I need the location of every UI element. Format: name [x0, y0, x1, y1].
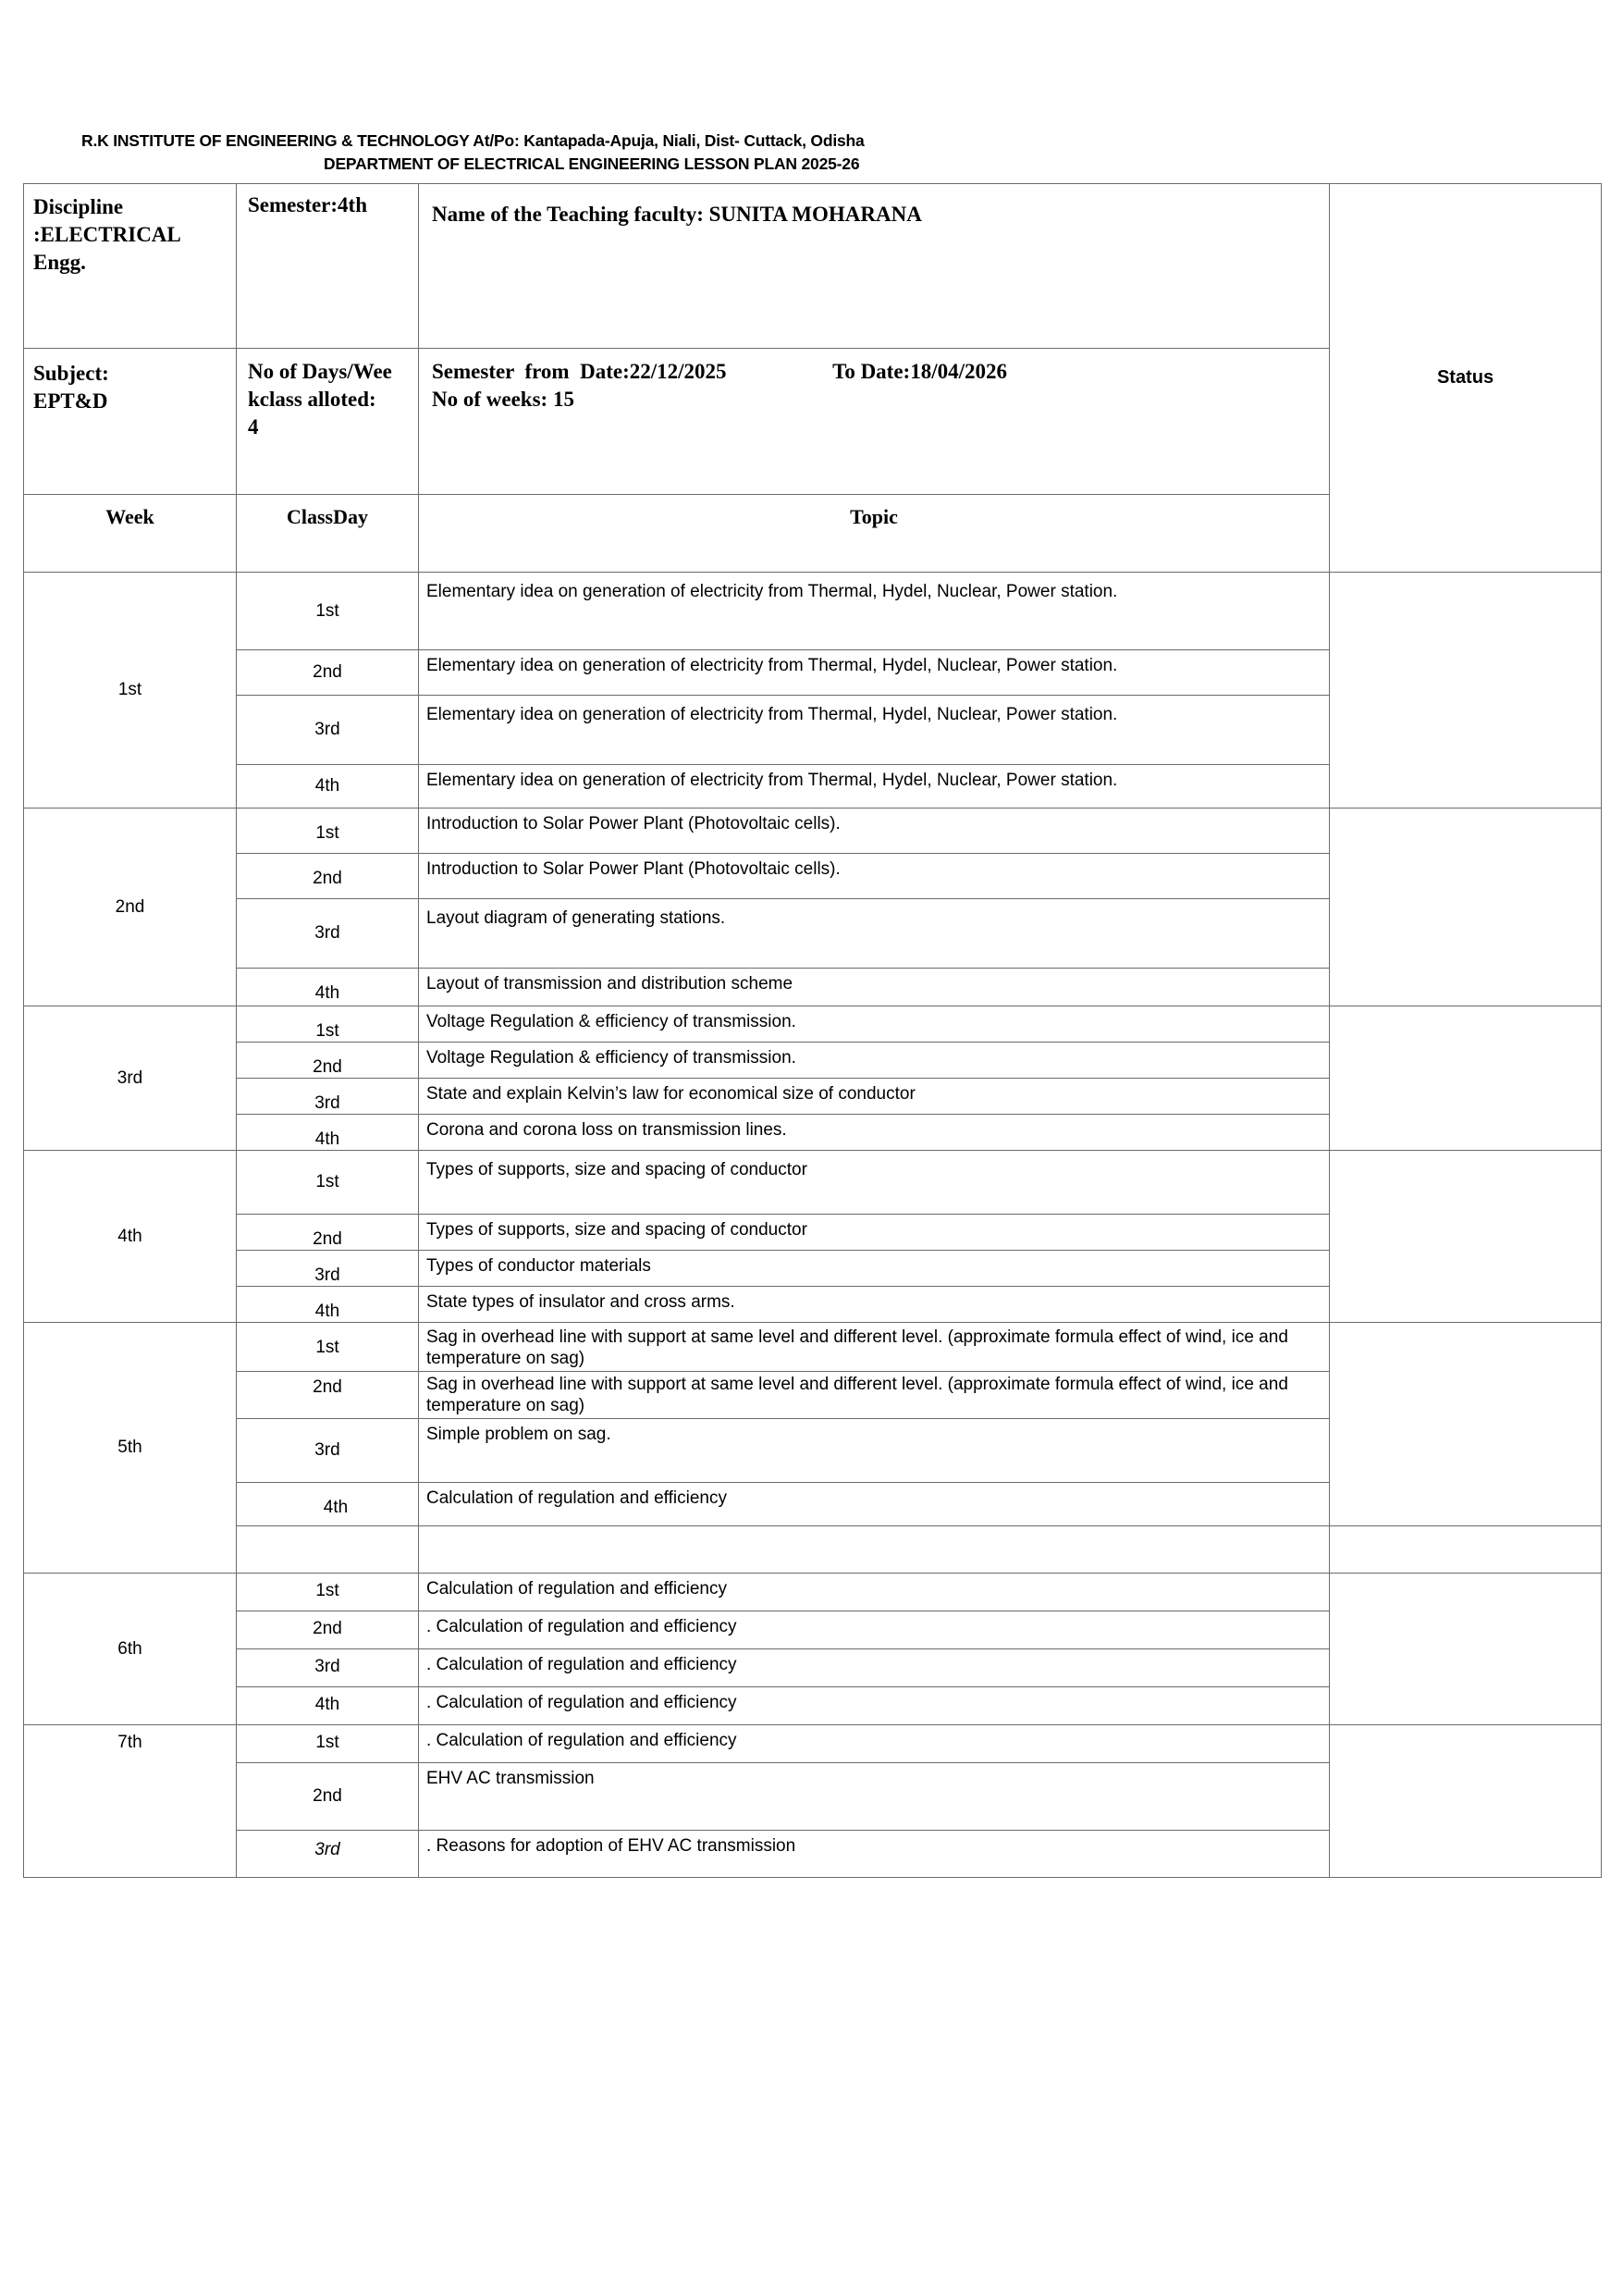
topic-text: Elementary idea on generation of electricity from Thermal, Hydel, Nuclear, Power station. [419, 573, 1330, 650]
week-label: 7th [24, 1725, 237, 1878]
topic-text: Simple problem on sag. [419, 1419, 1330, 1483]
table-row [24, 1151, 1602, 1215]
class-day: 1st [237, 573, 419, 650]
class-day: 4th [237, 1483, 419, 1526]
topic-text: Voltage Regulation & efficiency of transmission. [419, 1043, 1330, 1079]
class-day: 4th [237, 1115, 419, 1151]
class-day: 2nd [237, 1043, 419, 1079]
department-title: DEPARTMENT OF ELECTRICAL ENGINEERING LESSON PLAN 2025-26 [324, 154, 860, 173]
class-day: 1st [237, 1725, 419, 1763]
table-row [24, 1574, 1602, 1611]
class-day: 1st [237, 809, 419, 854]
topic-text: Calculation of regulation and efficiency [419, 1483, 1330, 1526]
topic-text: Elementary idea on generation of electricity from Thermal, Hydel, Nuclear, Power station. [419, 765, 1330, 809]
week-label: 1st [24, 573, 237, 809]
topic-text: State and explain Kelvin’s law for economical size of conductor [419, 1079, 1330, 1115]
class-day: 1st [237, 1574, 419, 1611]
topic-text: . Reasons for adoption of EHV AC transmission [419, 1831, 1330, 1878]
institute-name: R.K INSTITUTE OF ENGINEERING & TECHNOLOGY At/Po: Kantapada-Apuja, Niali, Dist- Cuttack, Odisha [81, 131, 865, 150]
class-day: 4th [237, 969, 419, 1006]
info-row-discipline [24, 184, 1602, 349]
topic-text: Layout of transmission and distribution scheme [419, 969, 1330, 1006]
topic-text: Sag in overhead line with support at same level and different level. (approximate formula effect of wind, ice and temperature on sag) [419, 1323, 1330, 1372]
topic-text: . Calculation of regulation and efficiency [419, 1725, 1330, 1763]
column-header-topic: Topic [419, 495, 1330, 573]
discipline-suffix: Engg. [33, 251, 86, 274]
faculty-cell: Name of the Teaching faculty: SUNITA MOHARANA [419, 184, 1330, 349]
class-day: 4th [237, 1687, 419, 1725]
week-label: 4th [24, 1151, 237, 1323]
status-value[interactable] [1330, 809, 1602, 1006]
status-header-cell: Status [1330, 184, 1602, 573]
status-value[interactable] [1330, 573, 1602, 809]
class-day: 2nd [237, 650, 419, 696]
topic-text: Voltage Regulation & efficiency of transmission. [419, 1006, 1330, 1043]
topic-text: EHV AC transmission [419, 1763, 1330, 1831]
lesson-plan-table [23, 183, 1602, 1878]
class-day: 4th [237, 1287, 419, 1323]
topic-text: Introduction to Solar Power Plant (Photovoltaic cells). [419, 809, 1330, 854]
column-header-week: Week [24, 495, 237, 573]
class-day: 3rd [237, 1649, 419, 1687]
semester-dates-cell [419, 349, 1330, 495]
topic-text: . Calculation of regulation and efficiency [419, 1687, 1330, 1725]
topic-text: . Calculation of regulation and efficiency [419, 1611, 1330, 1649]
class-day: 4th [237, 765, 419, 809]
table-row [24, 1526, 1602, 1574]
class-day: 1st [237, 1006, 419, 1043]
topic-text: Layout diagram of generating stations. [419, 899, 1330, 969]
status-value[interactable] [1330, 1006, 1602, 1151]
class-day: 1st [237, 1151, 419, 1215]
status-value[interactable] [1330, 1151, 1602, 1323]
discipline-cell [24, 184, 237, 349]
topic-text: Elementary idea on generation of electricity from Thermal, Hydel, Nuclear, Power station. [419, 650, 1330, 696]
table-row [24, 573, 1602, 650]
table-row [24, 809, 1602, 854]
class-day: 3rd [237, 899, 419, 969]
topic-text: Types of conductor materials [419, 1251, 1330, 1287]
discipline-label: Discipline [33, 195, 124, 218]
topic-text: Elementary idea on generation of electricity from Thermal, Hydel, Nuclear, Power station. [419, 696, 1330, 765]
days-value: 4 [248, 415, 259, 438]
class-day: 3rd [237, 1079, 419, 1115]
semester-cell: Semester:4th [237, 184, 419, 349]
class-day: 2nd [237, 1215, 419, 1251]
topic-text [419, 1526, 1330, 1574]
class-day: 2nd [237, 1372, 419, 1419]
class-day: 2nd [237, 1763, 419, 1831]
days-per-week-cell [237, 349, 419, 495]
subject-cell [24, 349, 237, 495]
topic-text: Types of supports, size and spacing of conductor [419, 1151, 1330, 1215]
topic-text: Calculation of regulation and efficiency [419, 1574, 1330, 1611]
class-day: 3rd [237, 1831, 419, 1878]
topic-text: . Calculation of regulation and efficiency [419, 1649, 1330, 1687]
number-of-weeks: No of weeks: 15 [432, 388, 574, 411]
class-day [237, 1526, 419, 1574]
class-day: 3rd [237, 1251, 419, 1287]
class-day: 2nd [237, 1611, 419, 1649]
status-value[interactable] [1330, 1323, 1602, 1526]
table-row [24, 1006, 1602, 1043]
topic-text: Corona and corona loss on transmission lines. [419, 1115, 1330, 1151]
table-row [24, 1725, 1602, 1763]
class-day: 1st [237, 1323, 419, 1372]
subject-value: EPT&D [33, 389, 108, 413]
topic-text: Types of supports, size and spacing of conductor [419, 1215, 1330, 1251]
table-row [24, 1323, 1602, 1372]
topic-text: State types of insulator and cross arms. [419, 1287, 1330, 1323]
status-value[interactable] [1330, 1526, 1602, 1574]
discipline-value: :ELECTRICAL [33, 223, 181, 246]
status-value[interactable] [1330, 1725, 1602, 1878]
document-heading [23, 130, 1595, 176]
class-day: 3rd [237, 1419, 419, 1483]
status-value[interactable] [1330, 1574, 1602, 1725]
week-label: 3rd [24, 1006, 237, 1151]
semester-date-range: Semester from Date:22/12/2025 To Date:18/04/2026 [432, 360, 1007, 383]
class-day: 2nd [237, 854, 419, 899]
column-header-classday: ClassDay [237, 495, 419, 573]
topic-text: Introduction to Solar Power Plant (Photovoltaic cells). [419, 854, 1330, 899]
week-label: 2nd [24, 809, 237, 1006]
week-label: 6th [24, 1574, 237, 1725]
topic-text: Sag in overhead line with support at same level and different level. (approximate formula effect of wind, ice and temperature on sag) [419, 1372, 1330, 1419]
days-label: No of Days/Wee kclass alloted: [248, 360, 392, 411]
subject-label: Subject: [33, 362, 109, 385]
class-day: 3rd [237, 696, 419, 765]
week-label: 5th [24, 1323, 237, 1574]
